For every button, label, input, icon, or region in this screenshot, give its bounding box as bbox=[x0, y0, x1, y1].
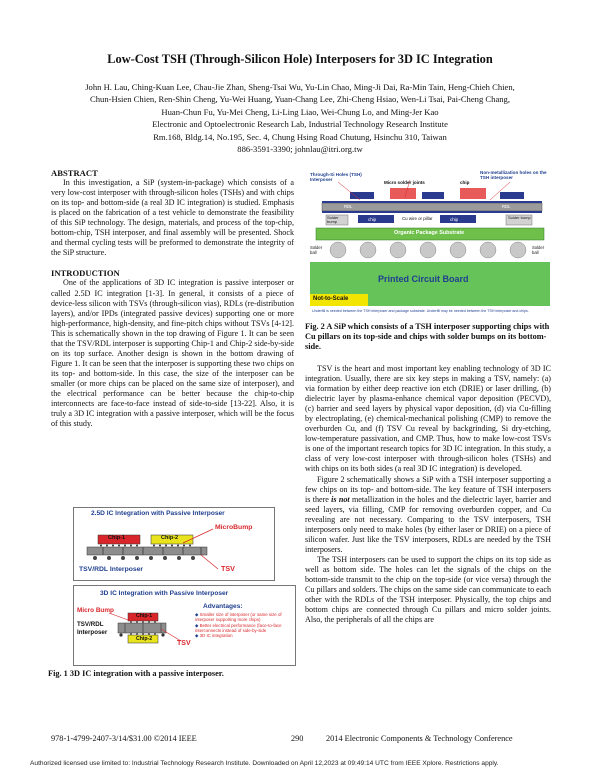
paragraph-fig2: Figure 2 schematically shows a SiP with a TSH interposer supporting a few chips on its top- and bottom-side. The key feature of TSH interposers is there is not metallization in the holes and the dielectric layer, barrier and seed layers, via filling, CMP for removing overburden copper, and Cu revealing are not necessary. Comparing to the TSV interposers, TSH interposers only need to make holes (by either laser or DRIE) on a piece of silicon wafer. Just like the TSV interposers, RDLs are needed by the TSH interposers. bbox=[305, 474, 551, 554]
fig1-chip1-small: Chip-1 bbox=[136, 613, 153, 619]
top-chip-shape bbox=[422, 192, 444, 199]
pcb-label: Printed Circuit Board bbox=[378, 274, 469, 284]
diamond-bullet-icon: ◆ bbox=[195, 612, 199, 617]
rdl-label: RDL bbox=[502, 204, 511, 209]
fig1-tsv2-label: TSV bbox=[177, 640, 191, 647]
interposer-shape bbox=[87, 547, 207, 555]
fig1-microbump-label: MicroBump bbox=[215, 524, 253, 531]
advantage-item: ◆ Better electrical performance (face-to-face interconnects instead of side-by-side bbox=[195, 622, 282, 633]
solder-ball-label: Solder ball bbox=[532, 245, 545, 255]
author-line: Huan-Chun Fu, Yu-Mei Cheng, Li-Ling Liao, Wei-Chung Lo, and Ming-Jer Kao bbox=[161, 106, 439, 117]
bottom-chip-label: chip bbox=[368, 217, 377, 222]
fig1-bottom-title: 3D IC Integration with Passive Interposer bbox=[100, 590, 229, 597]
diamond-bullet-icon: ◆ bbox=[195, 633, 199, 639]
solder-ball-label: Solder ball bbox=[310, 245, 323, 255]
top-chip-shape bbox=[500, 192, 524, 199]
abstract-heading: ABSTRACT bbox=[51, 168, 98, 178]
top-chip-shape bbox=[350, 192, 374, 199]
fig1-chip1-label: Chip-1 bbox=[108, 535, 126, 541]
fig1-top-title: 2.5D IC Integration with Passive Interposer bbox=[91, 510, 225, 517]
chip-label: chip bbox=[460, 180, 470, 185]
conference-name: 2014 Electronic Components & Technology Conference bbox=[326, 734, 513, 743]
right-column-text bbox=[305, 364, 551, 625]
affiliation-line: Electronic and Optoelectronic Research Lab, Industrial Technology Research Institute bbox=[152, 119, 448, 130]
fig1-interposer-label: TSV/RDL Interposer bbox=[79, 566, 144, 573]
scale-label: Not-to-Scale bbox=[313, 296, 349, 302]
micro-solder-label: Micro solder joints bbox=[384, 180, 425, 185]
fig1-tsv-label: TSV bbox=[221, 564, 235, 573]
fig1-chip2-small: Chip-2 bbox=[136, 636, 153, 642]
fig1-interposer2-label: TSV/RDL Interposer bbox=[77, 621, 108, 636]
diamond-bullet-icon: ◆ bbox=[195, 622, 199, 628]
top-chip-shape bbox=[390, 188, 416, 199]
bottom-chip-label: chip bbox=[450, 217, 459, 222]
page-number: 290 bbox=[291, 734, 304, 743]
fig1-caption: Fig. 1 3D IC integration with a passive interposer. bbox=[48, 669, 224, 678]
rdl-label: RDL bbox=[344, 204, 353, 209]
introduction-text: One of the applications of 3D IC integration is passive interposer or called 2.5D IC integration [1-3]. In general, it consists of a piece of device-less silicon with TSVs (through-silicon vias), RDLs (re-distribution layers), and/or IPDs (integrated passive devices) supporting one or more high-performance, high-density, and fine-pitch chips without TSVs [4-12]. This is schematically shown in the top drawing of Figure 1. It can be seen that the TSV/RDL interposer is supporting Chip-1 and Chip-2 side-by-side on its top surface. Another design is shown in the bottom drawing of Figure 1. It can be seen that the interposer is supporting these two chips on its top- and bottom-side. In this case, the size of the interposer can be smaller (or more chips can be placed on the same size of interposer), and the electrical performance can be better because the chip-to-chip interconnects are face-to-face instead of side-to-side [13-22]. Also, it is truly a 3D IC integration with a passive interposer, which will be the focus of this study. bbox=[51, 278, 294, 429]
figure-1 bbox=[48, 507, 294, 679]
nonmetal-label: Non-metallization holes on the TSH interposer bbox=[480, 170, 547, 181]
cu-pillar-label: Cu wire or pillar bbox=[402, 216, 433, 221]
abstract-section bbox=[51, 168, 294, 429]
solder-bump-label: Solder bump bbox=[327, 215, 339, 225]
author-block bbox=[50, 81, 550, 155]
address-line: Rm.168, Bldg.14, No.195, Sec. 4, Chung Hsing Road Chutung, Hsinchu 310, Taiwan bbox=[153, 131, 447, 142]
fig1-chip2-label: Chip-2 bbox=[161, 535, 179, 541]
paragraph-tsv: TSV is the heart and most important key enabling technology of 3D IC integration. Usually, there are six key steps in making a TSV, namely: (a) via formation by either deep reactive ion etch (DRIE) or laser drilling, (b) dielectric layer by plasma-enhance chemical vapor deposition (PECVD), (c) barrier and seed layers by physical vapor deposition, (d) via Cu-filling by electroplating, (e) chemical-mechanical polishing (CMP) to remove the overburden Cu, and (f) TSV Cu reveal by backgrinding, Si dry-etching, low-temperature passivation, and CMP. Thus, how to make low-cost TSVs is one of the important research topics for 3D IC integration. In this study, a class of very low-cost interposer with through-silicon holes (TSHs) and with chips on its both sides (a real 3D IC integration) is developed. bbox=[305, 364, 551, 474]
author-line: Chun-Hsien Chien, Ren-Shin Cheng, Yu-Wei Huang, Yuan-Chang Lee, Zhi-Cheng Hsiao, Wen-Li Tsai, Pai-Cheng Chang, bbox=[90, 94, 510, 105]
author-line: John H. Lau, Ching-Kuan Lee, Chau-Jie Zhan, Sheng-Tsai Wu, Yu-Lin Chao, Ming-Ji Dai, Ra-Min Tain, Heng-Chieh Chien, bbox=[85, 82, 515, 92]
paragraph-tsh: The TSH interposers can be used to support the chips on its top side as well as bottom side. The holes can let the signals of the chips on the bottom-side transmit to the chip on the top-side (or vice versa) through the Cu pillars and solders. The chips on the same side can communicate to each other with the RDLs of the TSH interposer. Physically, the top chips and bottom chips are connected through Cu pillars and micro solder joints. Also, the peripherals of all the chips are bbox=[305, 554, 551, 625]
substrate-label: Organic Package Substrate bbox=[394, 230, 465, 236]
emphasis-text: is not bbox=[331, 494, 350, 504]
tsh-label: Through-Si Holes (TSH) Interposer bbox=[310, 172, 362, 183]
footer-copyright: 978-1-4799-2407-3/14/$31.00 ©2014 IEEE bbox=[51, 734, 197, 743]
introduction-heading: INTRODUCTION bbox=[51, 268, 120, 279]
underfill-note: Underfill is needed between the TSH interposer and package substrate. Underfill may be needed between the TSH interposer and chips. bbox=[312, 309, 529, 313]
contact-line: 886-3591-3390; johnlau@itri.org.tw bbox=[237, 144, 363, 155]
figure-2 bbox=[310, 170, 550, 313]
top-chip-shape bbox=[460, 188, 486, 199]
advantages-list bbox=[195, 612, 287, 638]
fig1-micro-bump-label: Micro Bump bbox=[77, 607, 114, 614]
solder-bump-label: Solder bump bbox=[508, 215, 531, 220]
advantages-title: Advantages: bbox=[203, 603, 243, 610]
fig2-caption: Fig. 2 A SiP which consists of a TSH interposer supporting chips with Cu pillars on its top-side and chips with solder bumps on its bottom-side. bbox=[305, 322, 550, 352]
paper-title: Low-Cost TSH (Through-Silicon Hole) Interposers for 3D IC Integration bbox=[107, 52, 493, 66]
abstract-text: In this investigation, a SiP (system-in-package) which consists of a very low-cost interposer with through-silicon holes (TSHs) and with chips on its top- and bottom-side (a real 3D IC integration) is studied. Emphasis is placed on the fabrication of a test vehicle to demonstrate the feasibility of this SiP technology. The design, materials, and process of the top-chip, bottom-chip, TSH interposer, and final assembly will be presented. Shock and thermal cycling tests will be preformed to demonstrate the integrity of the SiP structure. bbox=[51, 178, 294, 258]
advantage-item: ◆ Smaller size of interposer (or same size of interposer supporting more chips) bbox=[195, 612, 282, 623]
license-notice: Authorized licensed use limited to: Industrial Technology Research Institute. Downloaded on April 12,2023 at 09:49:14 UTC from IEEE Xplore. Restrictions apply. bbox=[30, 760, 499, 767]
advantage-item: ◆ 3D IC integration bbox=[195, 633, 233, 639]
